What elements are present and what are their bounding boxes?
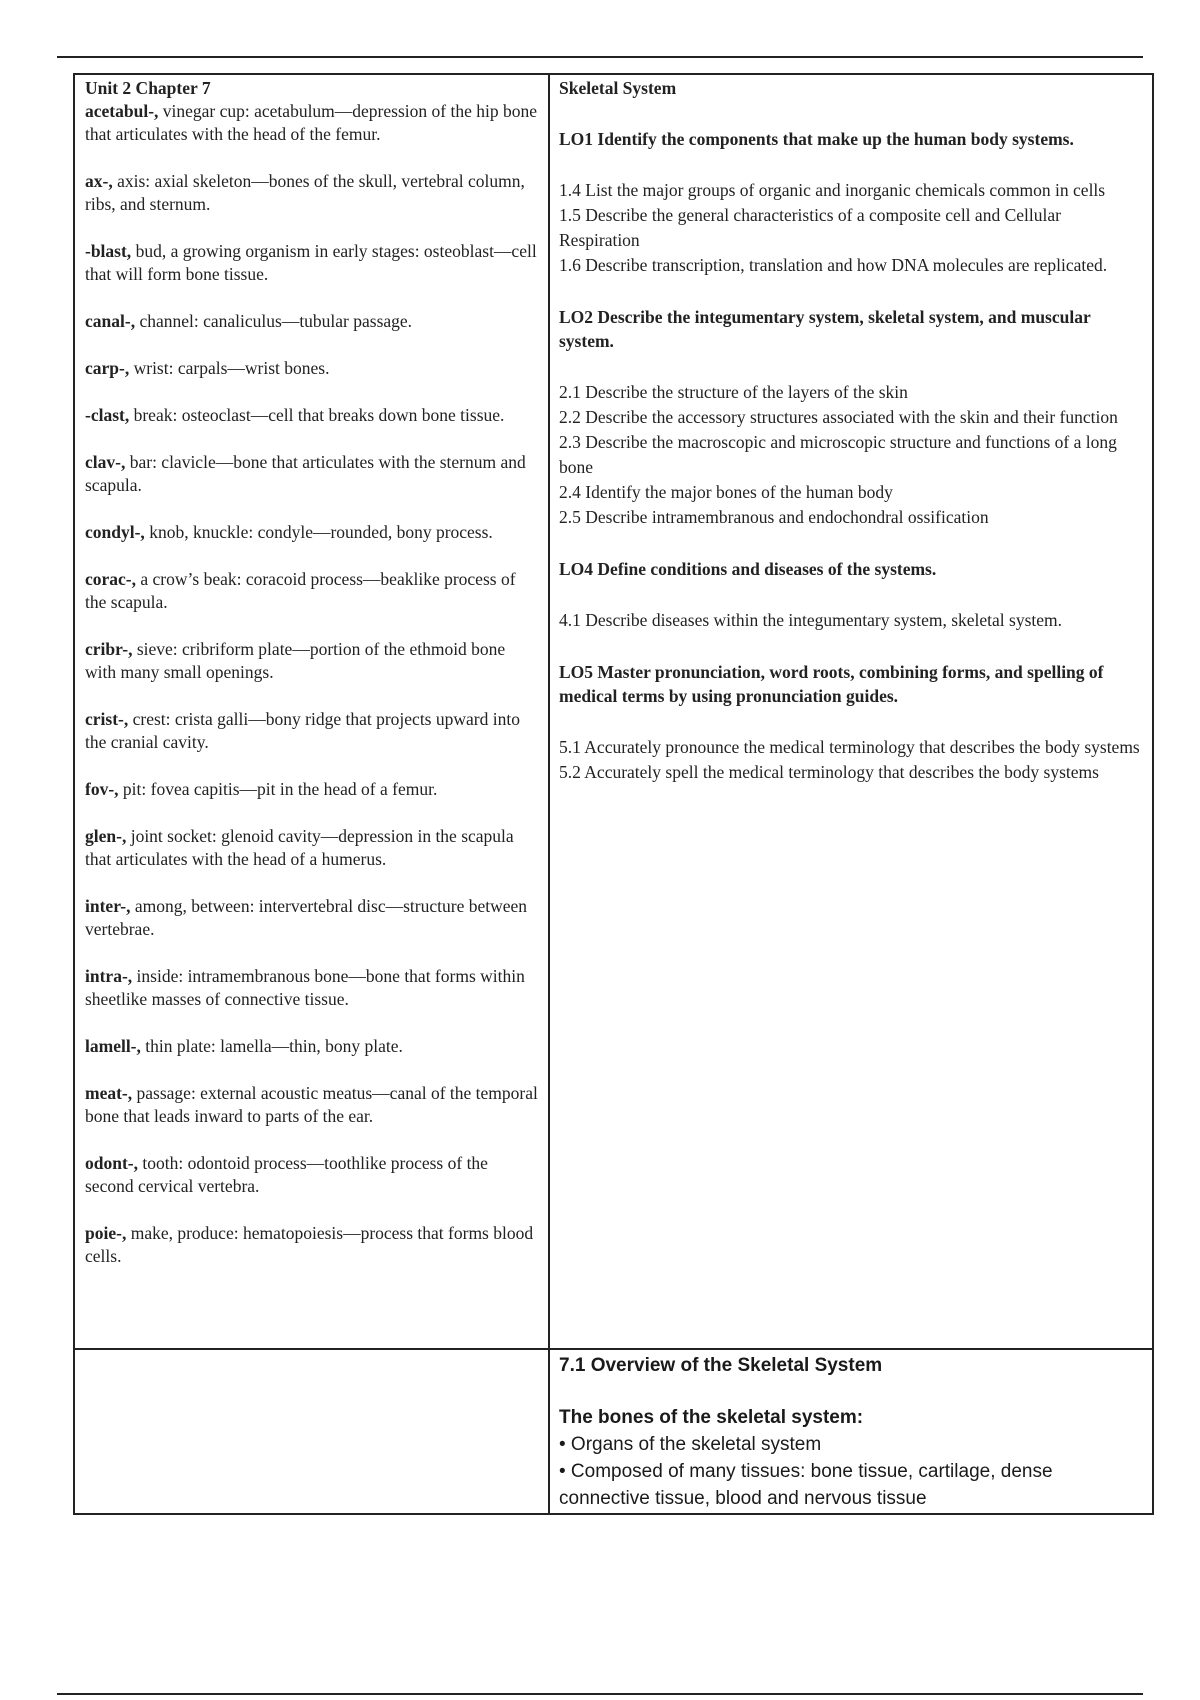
word-root-entry [85,451,538,497]
word-root-entry [85,895,538,941]
word-root-entry [85,1035,538,1058]
objective-item: 2.4 Identify the major bones of the human body [559,482,893,502]
lo4-objectives [559,608,1140,633]
overview-cell [550,1350,1152,1513]
bullet-item: • Composed of many tissues: bone tissue, cartilage, dense connective tissue, blood and nervous tissue [559,1461,1053,1509]
word-root: cribr-, [85,639,133,659]
lo2-heading: LO2 Describe the integumentary system, skeletal system, and muscular system. [559,307,1091,351]
word-root: -blast, [85,241,132,261]
word-root-definition: axis: axial skeleton—bones of the skull, vertebral column, ribs, and sternum. [85,171,525,214]
word-root-entry [85,240,538,286]
word-root-definition: a crow’s beak: coracoid process—beaklike process of the scapula. [85,569,516,612]
word-root-entry [85,778,538,801]
word-root-entry [85,1082,538,1128]
objective-item: 1.4 List the major groups of organic and inorganic chemicals common in cells [559,180,1106,200]
lo1-objectives [559,178,1140,278]
word-root-definition: pit: fovea capitis—pit in the head of a femur. [118,779,438,799]
word-root-definition: make, produce: hematopoiesis—process that forms blood cells. [85,1223,534,1266]
word-root-definition: crest: crista galli—bony ridge that projects upward into the cranial cavity. [85,709,520,752]
word-root: intra-, [85,966,133,986]
objective-item: 5.1 Accurately pronounce the medical terminology that describes the body systems [559,737,1140,757]
objective-item: 2.1 Describe the structure of the layers of the skin [559,382,908,402]
word-root-entry [85,825,538,871]
bullet-item: • Organs of the skeletal system [559,1434,822,1455]
word-root: ax-, [85,171,113,191]
lo2-objectives [559,380,1140,530]
word-root-entry [85,404,538,427]
word-root-definition: wrist: carpals—wrist bones. [129,358,330,378]
section-title: Skeletal System [559,78,677,98]
word-root-definition: bud, a growing organism in early stages: osteoblast—cell that will form bone tissue. [85,241,537,284]
overview-subheading: The bones of the skeletal system: [559,1407,864,1428]
word-root-definition: joint socket: glenoid cavity—depression in the scapula that articulates with the head of a humerus. [85,826,514,869]
word-root: condyl-, [85,522,145,542]
word-root-definition: tooth: odontoid process—toothlike process of the second cervical vertebra. [85,1153,488,1196]
word-root: glen-, [85,826,127,846]
word-root-definition: vinegar cup: acetabulum—depression of the hip bone that articulates with the head of the femur. [85,101,537,144]
objective-item: 2.2 Describe the accessory structures associated with the skin and their function [559,407,1118,427]
word-root: canal-, [85,311,136,331]
unit-title: Unit 2 Chapter 7 [85,78,211,98]
objective-item: 2.5 Describe intramembranous and endochondral ossification [559,507,989,527]
word-root: lamell-, [85,1036,141,1056]
word-root-entry [85,708,538,754]
word-root-entry [85,100,538,146]
word-root-list [85,100,538,1268]
top-horizontal-rule [57,56,1143,58]
objective-item: 1.6 Describe transcription, translation and how DNA molecules are replicated. [559,255,1108,275]
word-root: poie-, [85,1223,127,1243]
word-root-definition: passage: external acoustic meatus—canal of the temporal bone that leads inward to parts of the ear. [85,1083,538,1126]
word-root-definition: sieve: cribriform plate—portion of the ethmoid bone with many small openings. [85,639,506,682]
objective-item: 5.2 Accurately spell the medical terminology that describes the body systems [559,762,1099,782]
objective-item: 1.5 Describe the general characteristics of a composite cell and Cellular Respiration [559,205,1061,250]
lo5-objectives [559,735,1140,785]
word-root-entry [85,170,538,216]
word-root-entry [85,310,538,333]
word-root-entry [85,1152,538,1198]
word-root-entry [85,638,538,684]
word-root-entry [85,357,538,380]
word-root-definition: inside: intramembranous bone—bone that forms within sheetlike masses of connective tissue. [85,966,525,1009]
word-root-definition: bar: clavicle—bone that articulates with the sternum and scapula. [85,452,526,495]
objectives-cell [550,75,1152,1348]
word-root-definition: knob, knuckle: condyle—rounded, bony process. [144,522,493,542]
word-root: acetabul-, [85,101,159,121]
word-root: corac-, [85,569,137,589]
word-root-definition: break: osteoclast—cell that breaks down bone tissue. [129,405,505,425]
word-root: odont-, [85,1153,138,1173]
overview-title: 7.1 Overview of the Skeletal System [559,1355,883,1376]
word-root: carp-, [85,358,130,378]
word-root: crist-, [85,709,129,729]
word-roots-cell [75,75,550,1348]
lo4-heading: LO4 Define conditions and diseases of the systems. [559,559,937,579]
objective-item: 4.1 Describe diseases within the integumentary system, skeletal system. [559,610,1063,630]
word-root-entry [85,521,538,544]
word-root-definition: channel: canaliculus—tubular passage. [135,311,413,331]
table-row-2 [75,1350,1152,1513]
word-root: -clast, [85,405,130,425]
table-row-1 [75,75,1152,1350]
lo5-heading: LO5 Master pronunciation, word roots, combining forms, and spelling of medical terms by using pronunciation guides. [559,662,1104,706]
lo1-heading: LO1 Identify the components that make up the human body systems. [559,129,1074,149]
word-root: fov-, [85,779,119,799]
objective-item: 2.3 Describe the macroscopic and microscopic structure and functions of a long bone [559,432,1117,477]
word-root: inter-, [85,896,131,916]
word-root-entry [85,568,538,614]
word-root-definition: thin plate: lamella—thin, bony plate. [140,1036,403,1056]
bottom-horizontal-rule [57,1693,1143,1695]
word-root-entry [85,1222,538,1268]
content-table [73,73,1154,1515]
word-root: meat-, [85,1083,133,1103]
word-root-entry [85,965,538,1011]
word-root: clav-, [85,452,126,472]
empty-cell [75,1350,550,1513]
word-root-definition: among, between: intervertebral disc—structure between vertebrae. [85,896,528,939]
